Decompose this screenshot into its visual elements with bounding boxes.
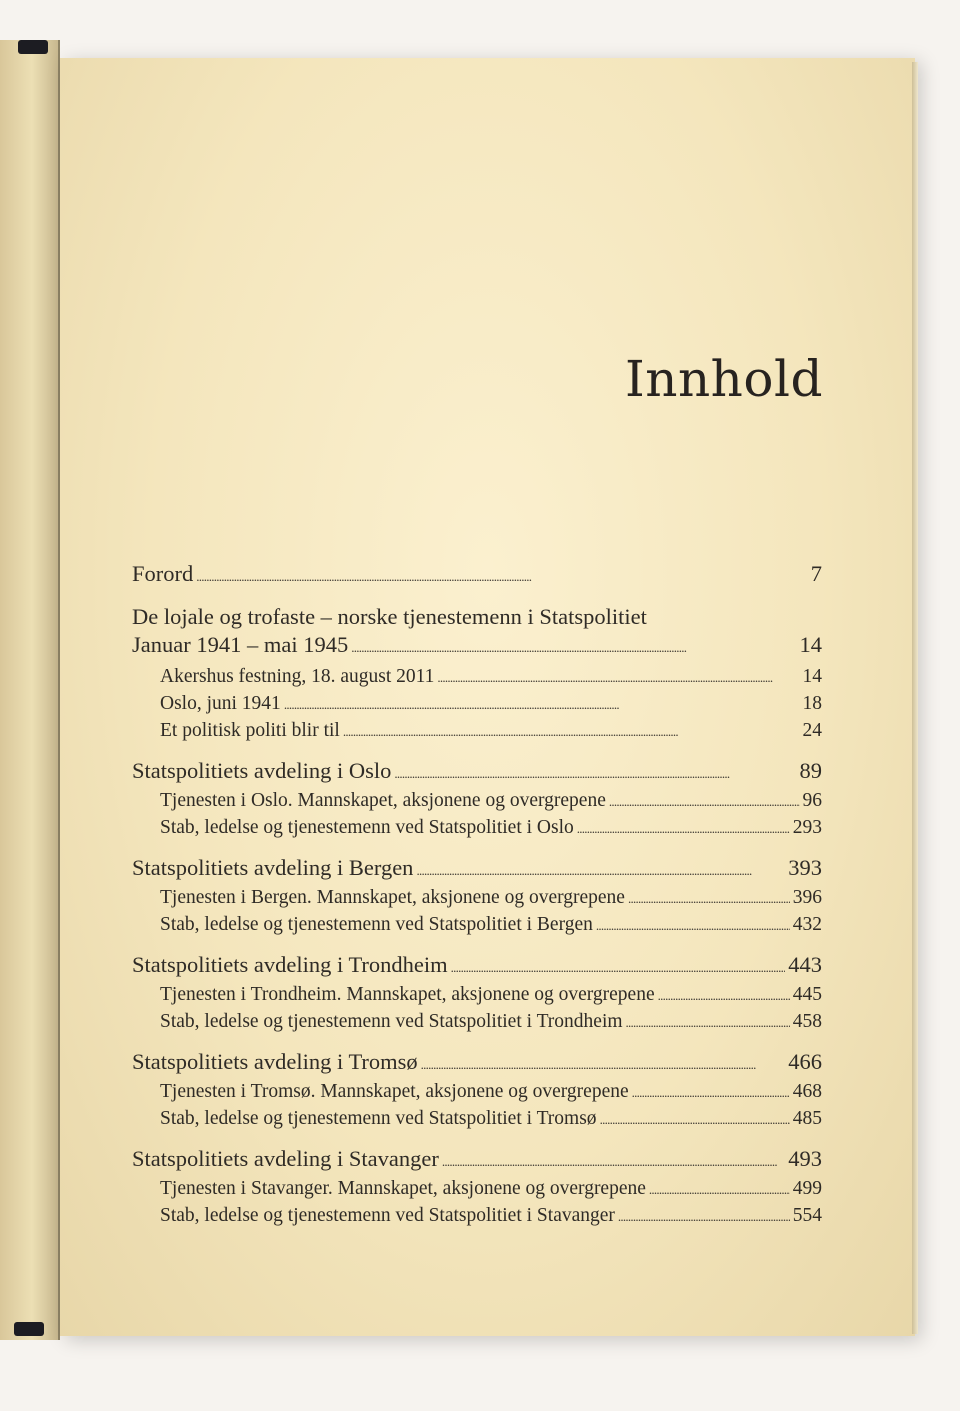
dot-leader bbox=[658, 982, 790, 1009]
toc-section-tromso bbox=[132, 1048, 822, 1133]
toc-subentry-page: 96 bbox=[802, 790, 822, 811]
dot-leader bbox=[437, 664, 799, 691]
toc-subentry-page: 18 bbox=[802, 693, 822, 714]
toc-entry-label: Statspolitiets avdeling i Trondheim bbox=[132, 952, 448, 977]
toc-entry bbox=[132, 560, 822, 591]
toc-subentry-page: 445 bbox=[792, 984, 822, 1005]
toc-subentry-page: 499 bbox=[792, 1178, 822, 1199]
dot-leader bbox=[421, 1048, 786, 1079]
toc-subentry bbox=[132, 1079, 822, 1106]
toc-entry-page: 14 bbox=[799, 632, 822, 657]
toc-entry-page: 466 bbox=[788, 1049, 822, 1074]
toc-section-forord bbox=[132, 560, 822, 591]
toc-entry-label: Statspolitiets avdeling i Bergen bbox=[132, 855, 414, 880]
toc-subentry-label: Stab, ledelse og tjenestemenn ved Statspolitiet i Oslo bbox=[160, 817, 574, 838]
dot-leader bbox=[451, 951, 786, 982]
dot-leader bbox=[628, 885, 790, 912]
toc-entry-page: 393 bbox=[788, 855, 822, 880]
toc-subentry bbox=[132, 691, 822, 718]
toc-section-stavanger bbox=[132, 1145, 822, 1230]
toc-subentry-label: Akershus festning, 18. august 2011 bbox=[160, 666, 435, 687]
dot-leader bbox=[609, 788, 800, 815]
toc-entry-label: Statspolitiets avdeling i Oslo bbox=[132, 758, 392, 783]
toc-subentry-page: 396 bbox=[792, 887, 822, 908]
toc-subentry bbox=[132, 1106, 822, 1133]
toc-entry-label: Forord bbox=[132, 561, 194, 586]
toc-entry bbox=[132, 1145, 822, 1176]
toc-entry-page: 7 bbox=[810, 561, 822, 586]
toc-subentry bbox=[132, 1009, 822, 1036]
toc-subentry-page: 24 bbox=[802, 720, 822, 741]
toc-subentry bbox=[132, 1176, 822, 1203]
toc-subentry bbox=[132, 1203, 822, 1230]
toc-section-oslo bbox=[132, 757, 822, 842]
dot-leader bbox=[196, 560, 808, 591]
toc-subentry-page: 485 bbox=[792, 1108, 822, 1129]
dot-leader bbox=[649, 1176, 790, 1203]
dot-leader bbox=[284, 691, 800, 718]
book-cover-corner-bottom bbox=[14, 1322, 44, 1336]
toc-subentry-page: 293 bbox=[792, 817, 822, 838]
toc-entry bbox=[132, 631, 822, 662]
toc-subentry-label: Tjenesten i Oslo. Mannskapet, aksjonene og overgrepene bbox=[160, 790, 606, 811]
toc-section-trondheim bbox=[132, 951, 822, 1036]
dot-leader bbox=[577, 815, 790, 842]
dot-leader bbox=[596, 912, 790, 939]
dot-leader bbox=[416, 854, 785, 885]
toc-subentry bbox=[132, 718, 822, 745]
toc-subentry bbox=[132, 912, 822, 939]
toc-entry bbox=[132, 951, 822, 982]
toc-entry-label: Statspolitiets avdeling i Stavanger bbox=[132, 1146, 439, 1171]
toc-section-bergen bbox=[132, 854, 822, 939]
dot-leader bbox=[343, 718, 800, 745]
toc-subentry-page: 468 bbox=[792, 1081, 822, 1102]
dot-leader bbox=[618, 1203, 790, 1230]
toc-subentry-label: Et politisk politi blir til bbox=[160, 720, 340, 741]
toc-section-part1 bbox=[132, 603, 822, 745]
toc-subentry-label: Tjenesten i Stavanger. Mannskapet, aksjonene og overgrepene bbox=[160, 1178, 646, 1199]
table-of-contents bbox=[132, 560, 822, 1242]
toc-subentry-label: Tjenesten i Bergen. Mannskapet, aksjonene og overgrepene bbox=[160, 887, 625, 908]
toc-subentry-label: Stab, ledelse og tjenestemenn ved Statspolitiet i Trondheim bbox=[160, 1011, 623, 1032]
toc-entry-page: 89 bbox=[799, 758, 822, 783]
toc-entry bbox=[132, 757, 822, 788]
toc-entry-page: 493 bbox=[788, 1146, 822, 1171]
toc-subentry-label: Stab, ledelse og tjenestemenn ved Statspolitiet i Tromsø bbox=[160, 1108, 597, 1129]
toc-subentry-page: 432 bbox=[792, 914, 822, 935]
toc-subentry-label: Tjenesten i Trondheim. Mannskapet, aksjonene og overgrepene bbox=[160, 984, 655, 1005]
left-page-edge bbox=[0, 40, 60, 1340]
dot-leader bbox=[632, 1079, 790, 1106]
toc-subentry-label: Stab, ledelse og tjenestemenn ved Statspolitiet i Bergen bbox=[160, 914, 593, 935]
toc-subentry bbox=[132, 788, 822, 815]
dot-leader bbox=[442, 1145, 785, 1176]
toc-entry-label: Statspolitiets avdeling i Tromsø bbox=[132, 1049, 418, 1074]
toc-subentry-page: 14 bbox=[802, 666, 822, 687]
toc-entry-label: Januar 1941 – mai 1945 bbox=[132, 632, 349, 657]
toc-entry-label: De lojale og trofaste – norske tjenestemenn i Statspolitiet bbox=[132, 604, 647, 629]
toc-subentry-label: Oslo, juni 1941 bbox=[160, 693, 281, 714]
dot-leader bbox=[351, 631, 796, 662]
dot-leader bbox=[394, 757, 796, 788]
toc-subentry-label: Stab, ledelse og tjenestemenn ved Statspolitiet i Stavanger bbox=[160, 1205, 615, 1226]
toc-entry bbox=[132, 1048, 822, 1079]
toc-subentry bbox=[132, 885, 822, 912]
toc-entry-page: 443 bbox=[788, 952, 822, 977]
toc-subentry-page: 554 bbox=[792, 1205, 822, 1226]
toc-subentry bbox=[132, 664, 822, 691]
toc-subentry bbox=[132, 982, 822, 1009]
toc-entry-heading-line bbox=[132, 603, 822, 631]
dot-leader bbox=[626, 1009, 790, 1036]
toc-subentry-label: Tjenesten i Tromsø. Mannskapet, aksjonene og overgrepene bbox=[160, 1081, 629, 1102]
page-title: Innhold bbox=[625, 350, 823, 408]
book-cover-corner-top bbox=[18, 40, 48, 54]
dot-leader bbox=[600, 1106, 790, 1133]
toc-subentry-page: 458 bbox=[792, 1011, 822, 1032]
toc-entry bbox=[132, 854, 822, 885]
toc-subentry bbox=[132, 815, 822, 842]
page-edge bbox=[912, 62, 918, 1334]
